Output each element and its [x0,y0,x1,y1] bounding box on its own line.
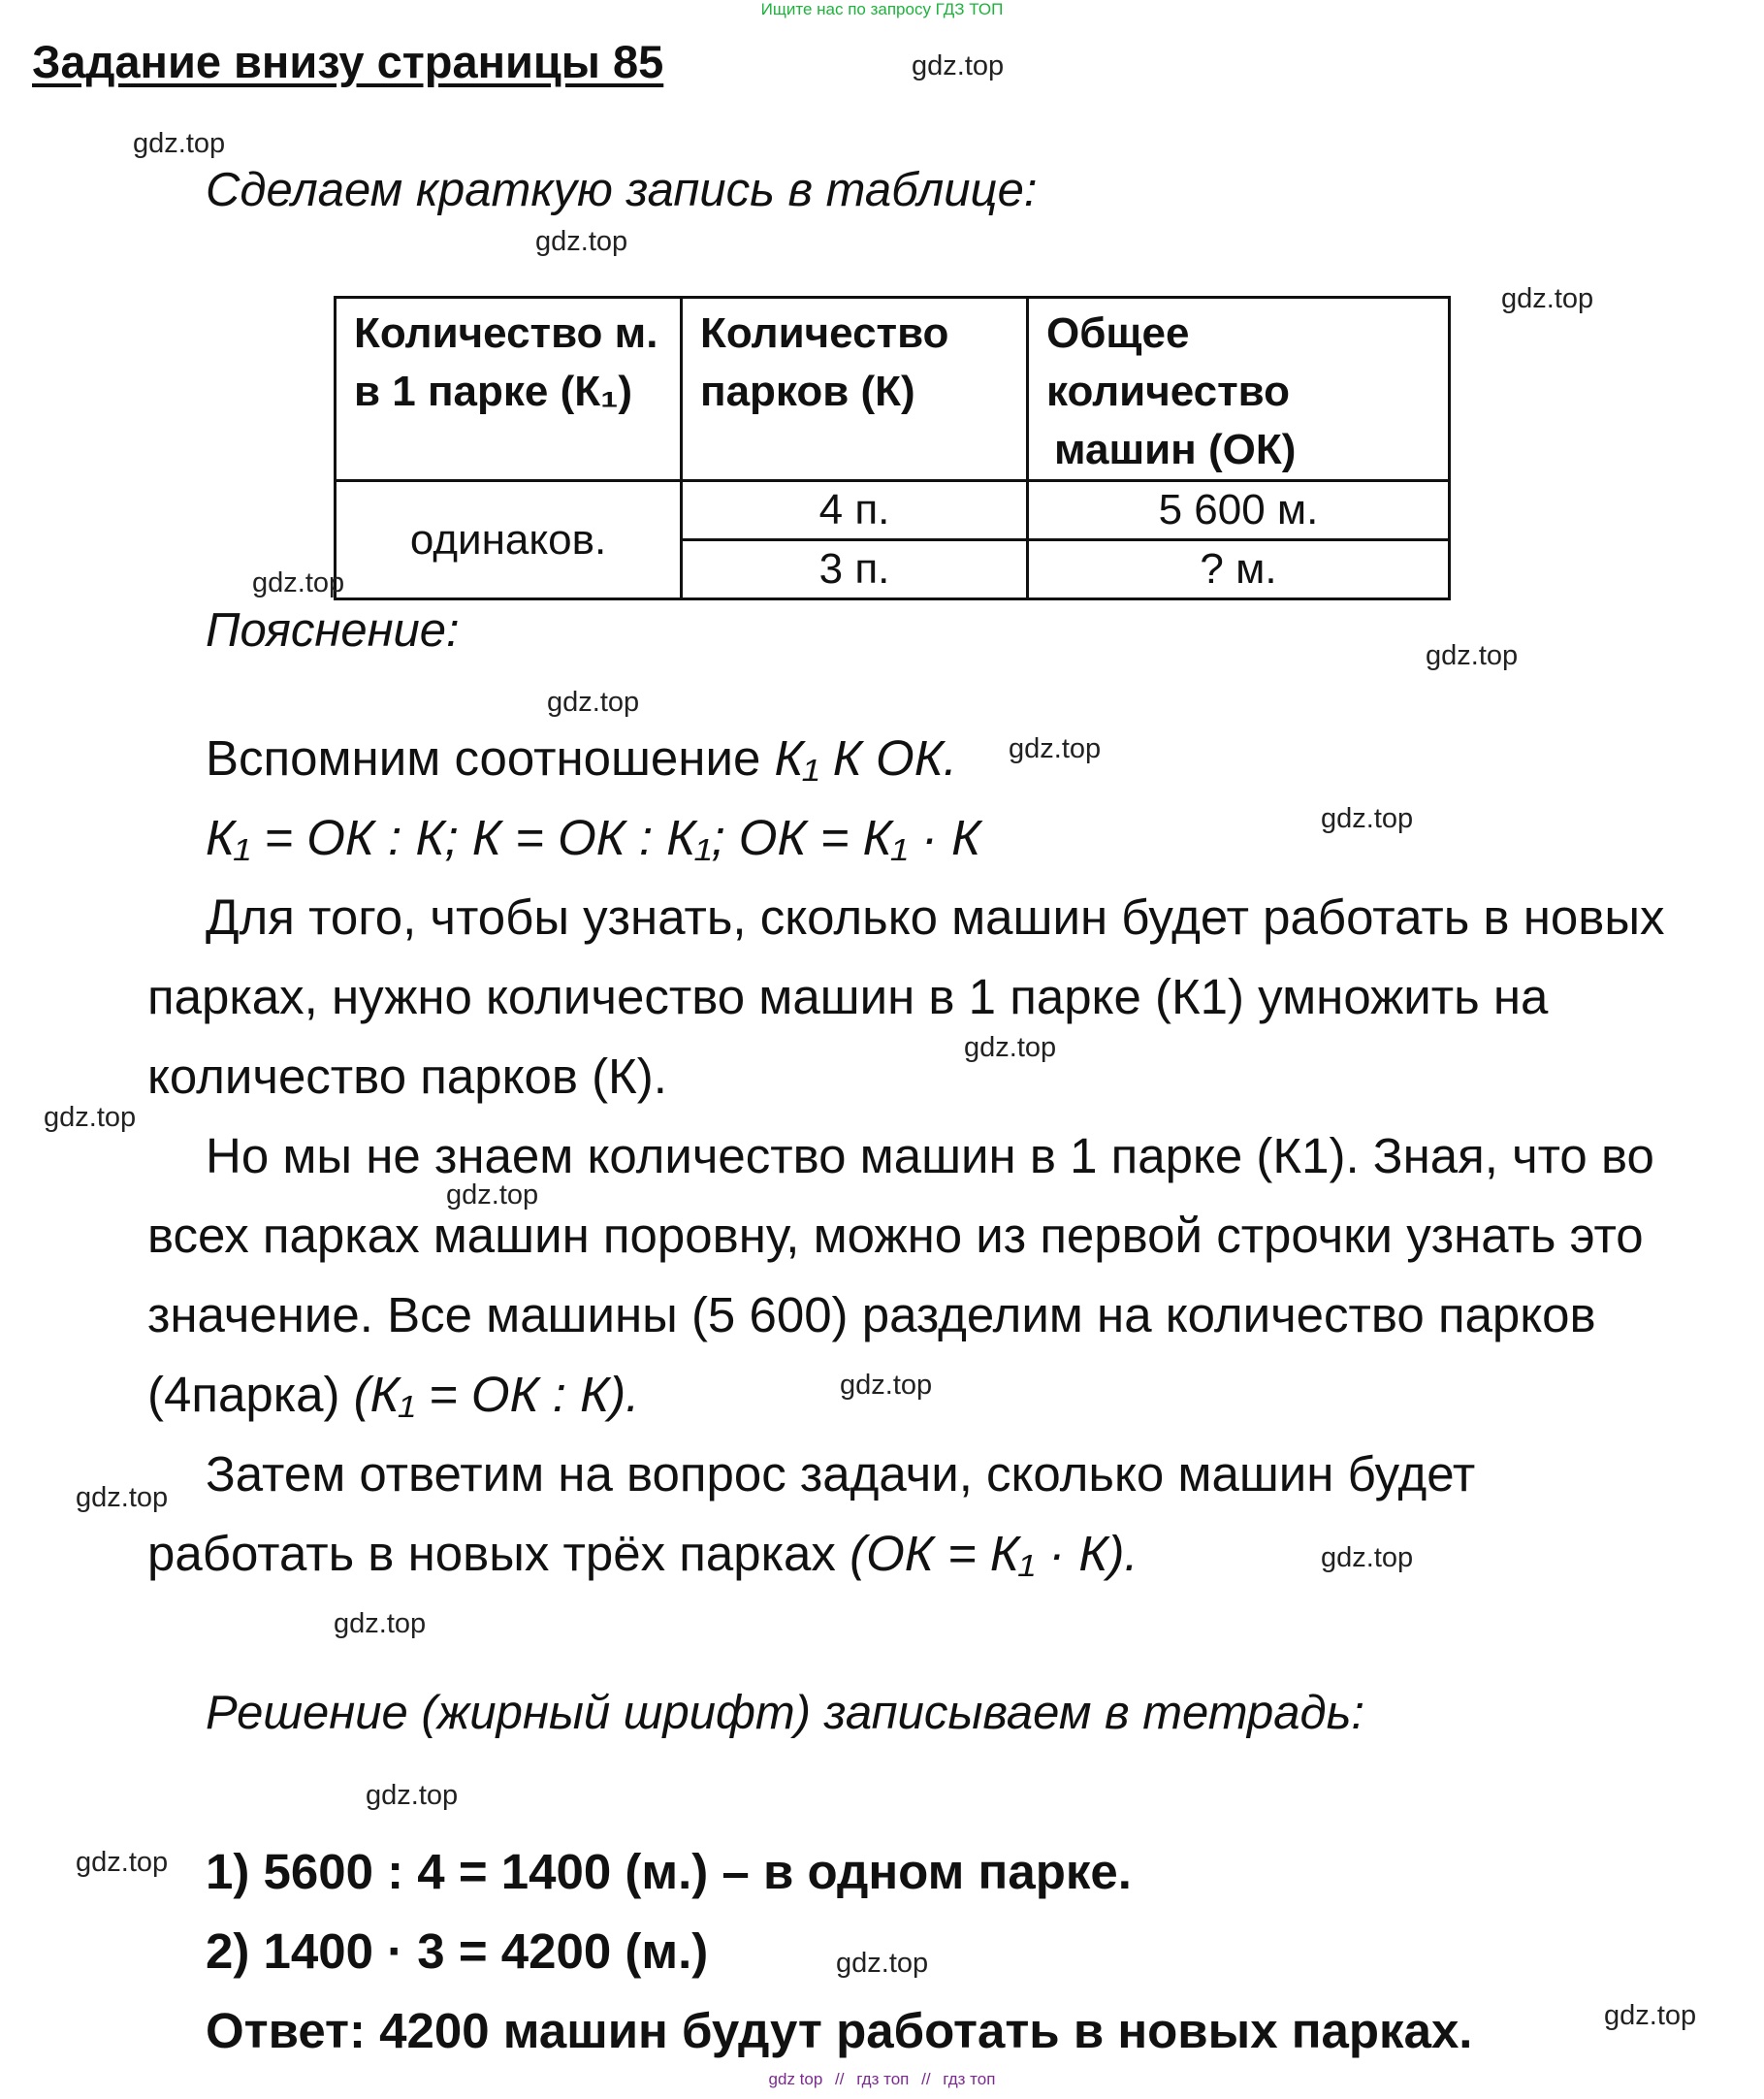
brief-record-table [334,296,1451,600]
relation-line [206,729,957,787]
header-cell [336,298,682,481]
watermark: gdz.top [1604,2000,1697,2031]
header-line: Общее количество [1046,309,1291,415]
table-cell: 5 600 м. [1028,481,1450,540]
paragraph-text: работать в новых трёх парках [147,1526,850,1581]
watermark: gdz.top [366,1780,459,1811]
solution-step: 1) 5600 : 4 = 1400 (м.) – в одном парке. [206,1844,1132,1899]
footer-separator: // [835,2070,845,2088]
table-cell-merged: одинаков. [336,481,682,599]
formulas-line: К₁ = ОК : К; К = ОК : К₁; ОК = К₁ · К [206,810,981,865]
watermark: gdz.top [1009,733,1102,764]
watermark: gdz.top [334,1608,427,1639]
watermark: gdz.top [912,50,1005,81]
paragraph-line: количество парков (К). [147,1049,667,1104]
paragraph-line [147,1525,1139,1582]
paragraph-line: Затем ответим на вопрос задачи, сколько машин будет [206,1446,1476,1502]
footer-link[interactable]: гдз топ [856,2070,910,2088]
watermark: gdz.top [840,1370,933,1401]
top-banner: Ищите нас по запросу ГДЗ ТОП [760,0,1004,18]
header-line: Количество м. [354,309,658,357]
paragraph-line: Но мы не знаем количество машин в 1 парке (К1). Зная, что во [206,1128,1654,1183]
paragraph-line: всех парках машин поровну, можно из первой строчки узнать это [147,1208,1644,1263]
header-line: Количество [700,309,949,357]
table-cell: ? м. [1028,540,1450,599]
watermark: gdz.top [1321,1542,1414,1573]
footer-link[interactable]: gdz top [768,2070,823,2088]
inline-formula: (К₁ = ОК : К). [353,1367,640,1422]
inline-formula: (ОК = К₁ · К). [850,1526,1139,1581]
paragraph-line: Для того, чтобы узнать, сколько машин будет работать в новых [206,889,1665,945]
watermark: gdz.top [76,1847,169,1878]
paragraph-text: (4парка) [147,1367,354,1422]
watermark: gdz.top [446,1179,539,1211]
page-title: Задание внизу страницы 85 [32,36,664,87]
watermark: gdz.top [1321,803,1414,834]
table-intro: Сделаем краткую запись в таблице: [206,164,1038,216]
watermark: gdz.top [1426,640,1519,671]
watermark: gdz.top [535,226,628,257]
table-row [336,481,1450,540]
header-cell [1028,298,1450,481]
watermark: gdz.top [76,1482,169,1513]
footer-link[interactable]: гдз топ [943,2070,996,2088]
watermark: gdz.top [44,1102,137,1133]
watermark: gdz.top [252,567,345,598]
header-line: машин (ОК) [1054,426,1297,473]
paragraph-line: парках, нужно количество машин в 1 парке (К1) умножить на [147,969,1549,1024]
solution-heading: Решение (жирный шрифт) записываем в тетрадь: [206,1687,1364,1739]
watermark: gdz.top [964,1032,1057,1063]
header-cell [682,298,1028,481]
footer-separator: // [921,2070,931,2088]
solution-answer: Ответ: 4200 машин будут работать в новых парках. [206,2003,1473,2058]
relation-label: Вспомним соотношение [206,730,775,786]
table-cell: 3 п. [682,540,1028,599]
footer-links [0,2070,1764,2089]
watermark: gdz.top [547,687,640,718]
watermark: gdz.top [133,128,226,159]
watermark: gdz.top [1501,283,1594,314]
table-header-row [336,298,1450,481]
table-cell: 4 п. [682,481,1028,540]
solution-step: 2) 1400 · 3 = 4200 (м.) [206,1923,709,1979]
paragraph-line: значение. Все машины (5 600) разделим на количество парков [147,1287,1596,1342]
header-line: в 1 парке (К₁) [354,368,632,415]
header-line: парков (К) [700,368,915,415]
relation-symbols: К₁ К ОК. [774,730,957,786]
watermark: gdz.top [836,1948,929,1979]
explanation-heading: Пояснение: [206,604,460,657]
paragraph-line [147,1366,639,1423]
